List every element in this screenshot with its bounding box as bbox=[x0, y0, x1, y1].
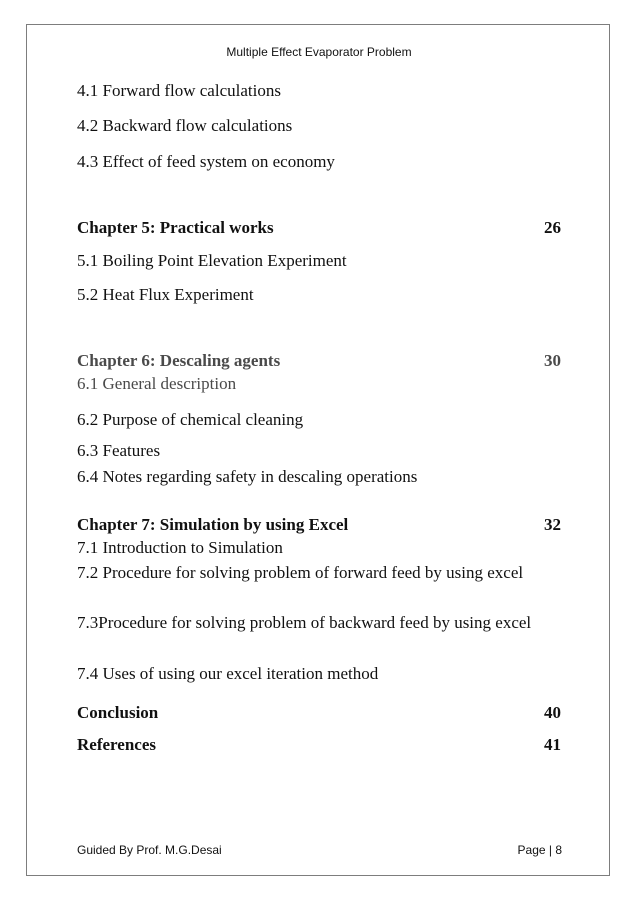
chapter-6-page: 30 bbox=[544, 351, 561, 370]
chapter-6-title: Chapter 6: Descaling agents bbox=[77, 351, 281, 370]
chapter-7-page: 32 bbox=[544, 515, 561, 534]
chapter-5-title: Chapter 5: Practical works bbox=[77, 218, 274, 237]
conclusion-page: 40 bbox=[544, 703, 561, 722]
toc-conclusion bbox=[77, 703, 561, 723]
toc-chapter-6 bbox=[77, 351, 561, 371]
chapter-7-title: Chapter 7: Simulation by using Excel bbox=[77, 515, 349, 534]
toc-item-6-3: 6.3 Features bbox=[77, 441, 161, 460]
page-header: Multiple Effect Evaporator Problem bbox=[226, 45, 412, 59]
toc-chapter-5 bbox=[77, 218, 561, 238]
footer-page-number: Page | 8 bbox=[517, 843, 562, 857]
toc-references bbox=[77, 735, 561, 755]
toc-item-6-2: 6.2 Purpose of chemical cleaning bbox=[77, 410, 304, 429]
toc-item-4-1: 4.1 Forward flow calculations bbox=[77, 81, 281, 100]
references-title: References bbox=[77, 735, 156, 754]
references-page: 41 bbox=[544, 735, 561, 754]
footer-guide: Guided By Prof. M.G.Desai bbox=[77, 843, 222, 857]
toc-chapter-7 bbox=[77, 515, 561, 535]
toc-item-7-2: 7.2 Procedure for solving problem of forward feed by using excel bbox=[77, 563, 524, 582]
toc-item-6-1: 6.1 General description bbox=[77, 374, 237, 393]
toc-item-7-4: 7.4 Uses of using our excel iteration method bbox=[77, 664, 379, 683]
toc-item-4-3: 4.3 Effect of feed system on economy bbox=[77, 152, 335, 171]
toc-item-7-1: 7.1 Introduction to Simulation bbox=[77, 538, 283, 557]
toc-item-5-1: 5.1 Boiling Point Elevation Experiment bbox=[77, 251, 347, 270]
chapter-5-page: 26 bbox=[544, 218, 561, 237]
conclusion-title: Conclusion bbox=[77, 703, 159, 722]
toc-item-5-2: 5.2 Heat Flux Experiment bbox=[77, 285, 254, 304]
toc-item-4-2: 4.2 Backward flow calculations bbox=[77, 116, 293, 135]
toc-item-7-3: 7.3Procedure for solving problem of backward feed by using excel bbox=[77, 613, 532, 632]
toc-item-6-4: 6.4 Notes regarding safety in descaling operations bbox=[77, 467, 418, 486]
